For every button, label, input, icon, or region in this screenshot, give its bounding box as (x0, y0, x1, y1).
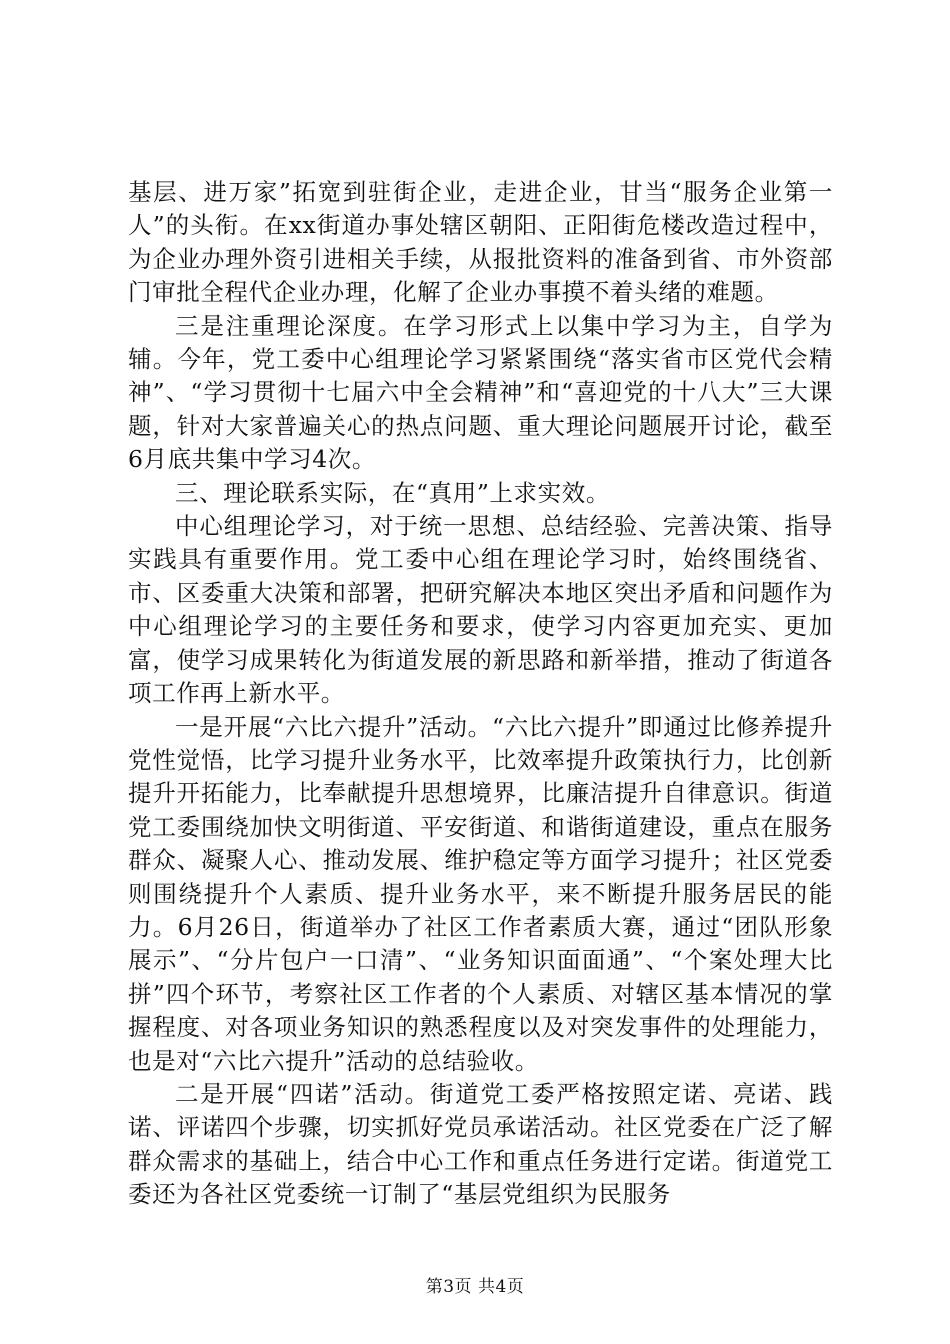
section-heading-3: 三、理论联系实际，在“真用”上求实效。 (175, 478, 610, 507)
paragraph-2: 三是注重理论深度。在学习形式上以集中学习为主，自学为辅。今年，党工委中心组理论学习紧紧围绕“落实省市区党代会精神”、“学习贯彻十七届六中全会精神”和“喜迎党的十八大”三大课题，针对大家普遍关心的热点问题、重大理论问题展开讨论，截至6月底共集中学习4次。 (128, 311, 833, 474)
paragraph-6: 二是开展“四诺”活动。街道党工委严格按照定诺、亮诺、践诺、评诺四个步骤，切实抓好党员承诺活动。社区党委在广泛了解群众需求的基础上，结合中心工作和重点任务进行定诺。街道党工委还为各社区党委统一订制了“基层党组织为民服务 (128, 1079, 833, 1209)
paragraph-5: 一是开展“六比六提升”活动。“六比六提升”即通过比修养提升党性觉悟，比学习提升业务水平，比效率提升政策执行力，比创新提升开拓能力，比奉献提升思想境界，比廉洁提升自律意识。街道党工委围绕加快文明街道、平安街道、和谐街道建设，重点在服务群众、凝聚人心、推动发展、维护稳定等方面学习提升；社区党委则围绕提升个人素质、提升业务水平，来不断提升服务居民的能力。6月26日，街道举办了社区工作者素质大赛，通过“团队形象展示”、“分片包户一口清”、“业务知识面面通”、“个案处理大比拼”四个环节，考察社区工作者的个人素质、对辖区基本情况的掌握程度、对各项业务知识的熟悉程度以及对突发事件的处理能力，也是对“六比六提升”活动的总结验收。 (128, 712, 833, 1075)
page-footer: 第3页 共4页 (425, 1277, 525, 1297)
paragraph-4: 中心组理论学习，对于统一思想、总结经验、完善决策、指导实践具有重要作用。党工委中心组在理论学习时，始终围绕省、市、区委重大决策和部署，把研究解决本地区突出矛盾和问题作为中心组理论学习的主要任务和要求，使学习内容更加充实、更加富，使学习成果转化为街道发展的新思路和新举措，推动了街道各项工作再上新水平。 (128, 512, 833, 708)
document-body (128, 176, 833, 1212)
paragraph-1: 基层、进万家”拓宽到驻街企业，走进企业，甘当“服务企业第一人”的头衔。在xx街道办事处辖区朝阳、正阳街危楼改造过程中，为企业办理外资引进相关手续，从报批资料的准备到省、市外资部门审批全程代企业办理，化解了企业办事摸不着头绪的难题。 (128, 178, 833, 307)
